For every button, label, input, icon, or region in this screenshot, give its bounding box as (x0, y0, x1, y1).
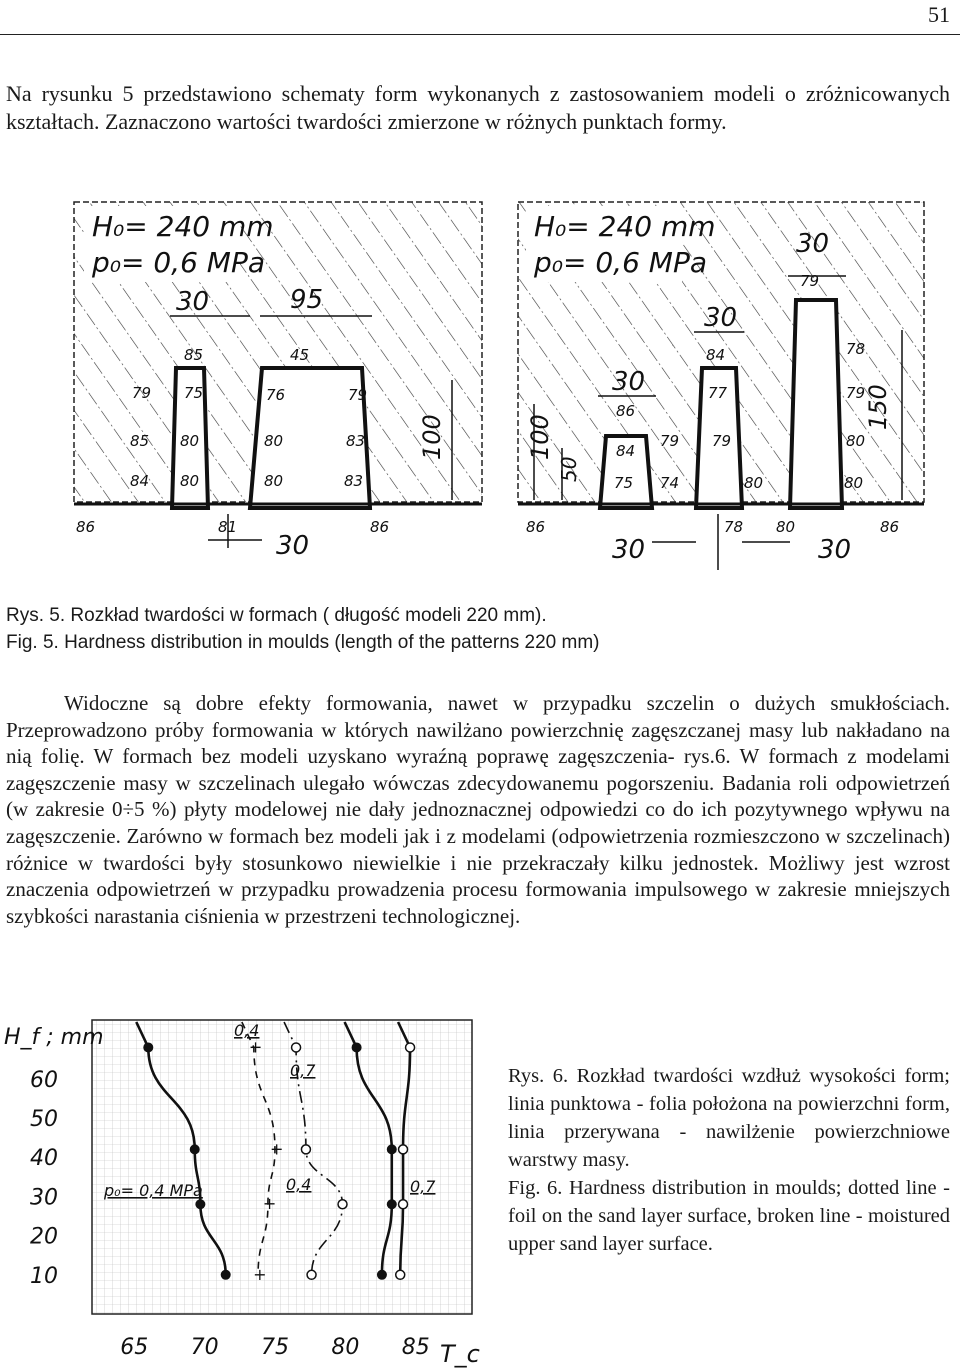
data-point (399, 1200, 408, 1209)
hv: 86 (76, 518, 96, 536)
figure-6-chart (0, 1000, 500, 1372)
hv: 80 (180, 432, 200, 450)
chart-annotation: 0,7 (290, 1061, 316, 1080)
y-tick-label: 60 (30, 1067, 58, 1093)
data-point (292, 1043, 301, 1052)
x-axis-label: T_c (440, 1340, 480, 1368)
data-point: + (262, 1194, 277, 1214)
right-dim-30-a: 30 (796, 229, 830, 259)
header-rule (0, 34, 960, 35)
right-dim-30-c: 30 (612, 367, 646, 397)
data-point (387, 1199, 397, 1209)
fig6-caption-en: Fig. 6. Hardness distribution in moulds; dotted line - foil on the sand layer surface, broken line - moistured upper sand layer surface. (508, 1177, 950, 1255)
data-point (307, 1270, 316, 1279)
data-point (221, 1270, 231, 1280)
hv: 80 (846, 432, 866, 450)
data-point (399, 1145, 408, 1154)
hv: 84 (130, 472, 150, 490)
x-tick-label: 85 (401, 1335, 430, 1360)
hv: 74 (660, 474, 680, 492)
hv: 83 (344, 472, 364, 490)
data-point (195, 1199, 205, 1209)
right-dim-50: 50 (557, 456, 581, 482)
intro-paragraph: Na rysunku 5 przedstawiono schematy form wykonanych z zastosowaniem modeli o zróżnicowanych kształtach. Zaznaczono wartości twardości zmierzone w różnych punktach formy. (6, 81, 950, 134)
hv: 83 (346, 432, 366, 450)
hv: 76 (266, 386, 286, 404)
hv: 79 (132, 384, 152, 402)
data-point (190, 1144, 200, 1154)
data-point (352, 1042, 362, 1052)
y-tick-label: 50 (30, 1107, 58, 1132)
right-dim-30-b: 30 (704, 303, 738, 333)
left-dim-30-bottom: 30 (276, 531, 310, 561)
y-tick-label: 40 (30, 1146, 58, 1172)
fig6-caption-pl: Rys. 6. Rozkład twardości wzdłuż wysokości form; linia punktowa - folia położona na powierzchni form, linia przerywana - nawilżenie powierzchniowe warstwy masy. (508, 1065, 950, 1171)
hv: 86 (370, 518, 390, 536)
hv: 85 (130, 432, 150, 450)
hv: 80 (180, 472, 200, 490)
fig6-caption (508, 1062, 950, 1258)
hv: 81 (218, 518, 238, 536)
hv: 84 (706, 346, 726, 364)
hv: 75 (614, 474, 634, 492)
hv: 86 (526, 518, 546, 536)
y-axis-label: H_f ; mm (4, 1025, 104, 1050)
chart-annotation: p₀= 0,4 MPa (104, 1181, 203, 1200)
x-tick-label: 75 (260, 1335, 289, 1360)
chart-annotation: 0,4 (234, 1021, 260, 1040)
data-point: + (248, 1037, 263, 1057)
hv: 79 (348, 386, 368, 404)
right-dim-30-d: 30 (612, 535, 646, 565)
left-param-p: p₀= 0,6 MPa (92, 246, 265, 279)
chart-annotation: 0,4 (286, 1175, 312, 1194)
page-number: 51 (928, 2, 950, 27)
hv: 80 (776, 518, 796, 536)
x-tick-label: 70 (190, 1335, 219, 1360)
data-point (338, 1200, 347, 1209)
hv: 80 (264, 432, 284, 450)
fig5-caption-pl: Rys. 5. Rozkład twardości w formach ( długość modeli 220 mm). (6, 605, 547, 626)
x-tick-label: 65 (120, 1335, 149, 1360)
hv: 78 (846, 340, 866, 358)
right-param-h: H₀= 240 mm (534, 210, 716, 243)
y-tick-label: 10 (30, 1263, 58, 1289)
hv: 78 (724, 518, 744, 536)
fig5-caption-en: Fig. 5. Hardness distribution in moulds (length of the patterns 220 mm) (6, 632, 600, 653)
hv: 79 (846, 384, 866, 402)
left-dim-30-top: 30 (176, 287, 210, 317)
hv: 75 (184, 384, 204, 402)
chart-annotation: 0,7 (410, 1177, 436, 1196)
data-point (143, 1042, 153, 1052)
y-tick-label: 20 (30, 1224, 58, 1250)
y-tick-label: 30 (30, 1185, 58, 1211)
left-dim-95: 95 (290, 285, 324, 315)
data-point: + (269, 1139, 284, 1159)
data-point (387, 1144, 397, 1154)
data-point (396, 1270, 405, 1279)
data-point (377, 1270, 387, 1280)
hv: 80 (744, 474, 764, 492)
hv: 45 (290, 346, 310, 364)
right-dim-150: 150 (864, 384, 892, 430)
data-point (301, 1145, 310, 1154)
hv: 85 (184, 346, 204, 364)
hv: 80 (264, 472, 284, 490)
hv: 86 (616, 402, 636, 420)
fig5-caption (6, 602, 600, 656)
hv: 79 (712, 432, 732, 450)
hv: 79 (800, 272, 820, 290)
hv: 80 (844, 474, 864, 492)
hv: 86 (880, 518, 900, 536)
left-param-h: H₀= 240 mm (92, 210, 274, 243)
x-tick-label: 80 (331, 1335, 360, 1360)
right-param-p: p₀= 0,6 MPa (534, 246, 707, 279)
right-dim-100: 100 (526, 414, 554, 460)
data-point: + (253, 1264, 267, 1284)
right-dim-30-e: 30 (818, 535, 852, 565)
data-point (406, 1043, 415, 1052)
main-paragraph: Widoczne są dobre efekty formowania, nawet w przypadku szczelin o dużych smukłościach. Przeprowadzono próby formowania w których nawilżano powierzchnię zagęszczanej masy lub nakładano na nią folię. W formach bez modeli uzyskano wyraźną poprawę zagęszczenia- rys.6. W formach z modelami zagęszczenie masy w szczelinach ulegało wówczas zdecydowanemu pogorszeniu. Badania roli odpowietrzeń (w zakresie 0÷5 %) płyty modelowej nie dały jednoznacznej odpowiedzi co do ich pozytywnego wpływu na zagęszczenie. Zarówno w formach bez modeli jak i z modelami (odpowietrzenia rozmieszczono w szczelinach) różnice w twardości były stosunkowo niewielkie i nie przekraczały kilku jednostek. Możliwy jest wzrost znaczenia odpowietrzeń w przypadku prowadzenia procesu formowania impulsowego w zakresie mniejszych szybkości narastania ciśnienia w przestrzeni technologicznej. (6, 691, 950, 928)
hv: 77 (708, 384, 728, 402)
left-dim-100: 100 (418, 414, 446, 460)
figure-5 (0, 190, 960, 580)
hv: 79 (660, 432, 680, 450)
hv: 84 (616, 442, 636, 460)
